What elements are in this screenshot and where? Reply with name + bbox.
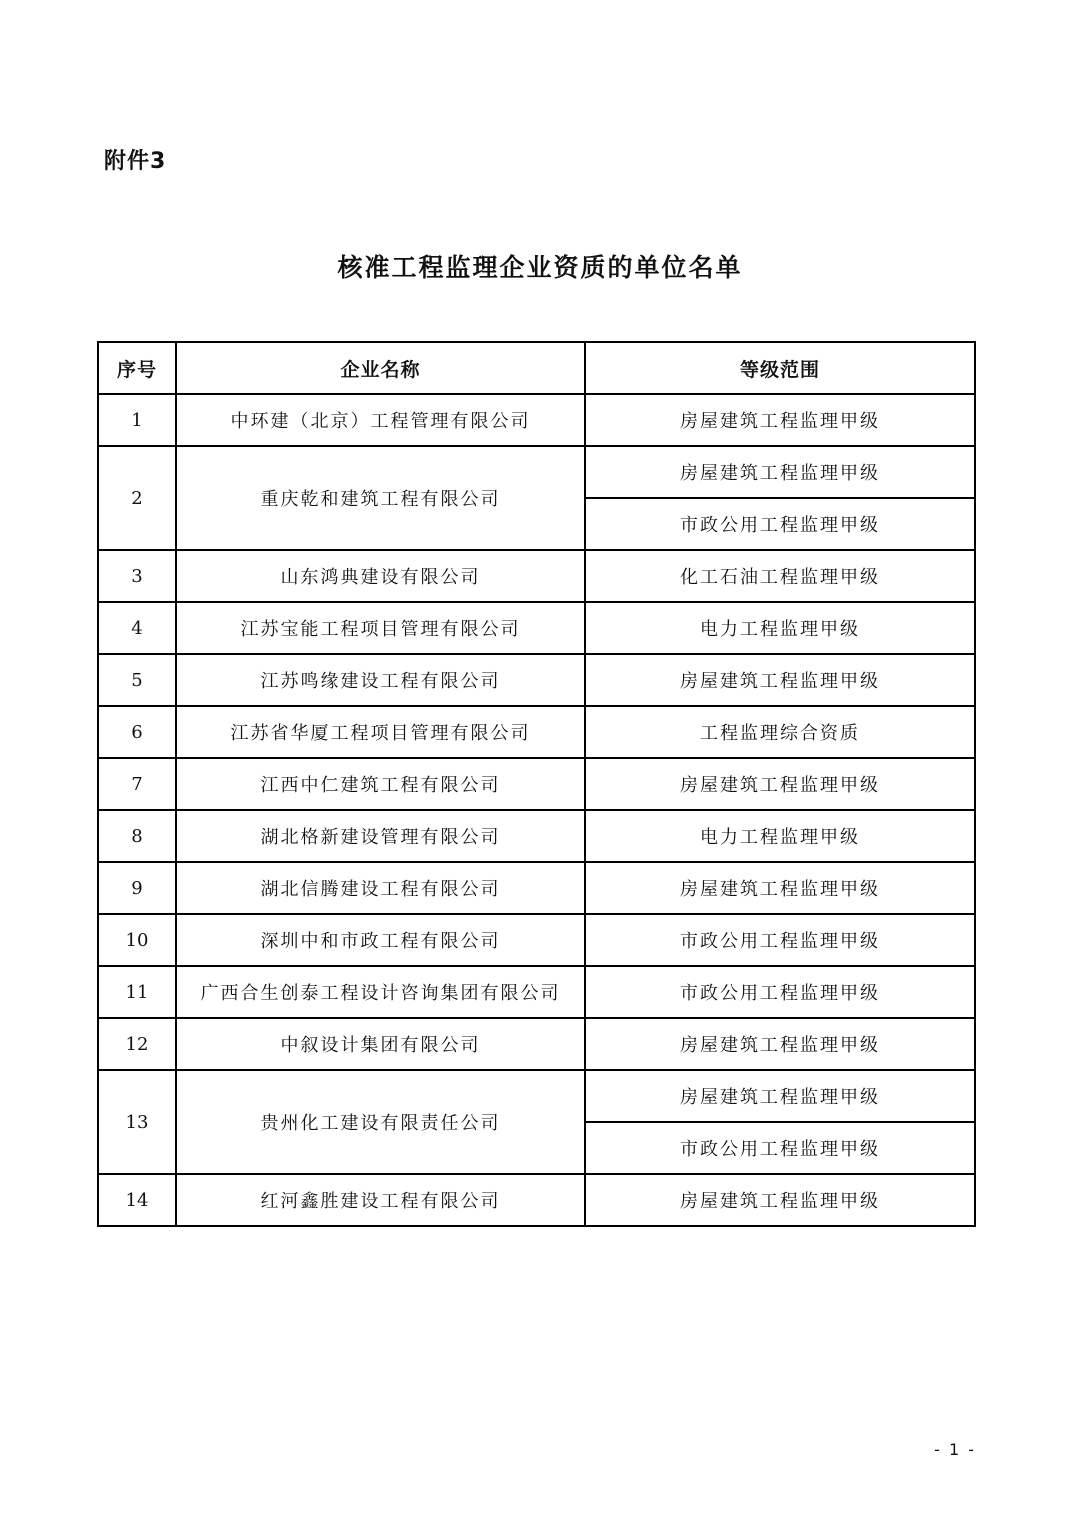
grade-cell: 房屋建筑工程监理甲级 — [585, 1174, 975, 1226]
company-name-cell: 贵州化工建设有限责任公司 — [176, 1070, 585, 1174]
company-name-cell: 江苏鸣缘建设工程有限公司 — [176, 654, 585, 706]
table-row — [98, 810, 975, 862]
table-row — [98, 550, 975, 602]
company-name-cell: 红河鑫胜建设工程有限公司 — [176, 1174, 585, 1226]
table-row — [98, 654, 975, 706]
serial-cell: 7 — [98, 758, 176, 810]
header-company: 企业名称 — [176, 342, 585, 394]
table-row — [98, 602, 975, 654]
company-name-cell: 重庆乾和建筑工程有限公司 — [176, 446, 585, 550]
company-name-cell: 中叙设计集团有限公司 — [176, 1018, 585, 1070]
grade-cell: 房屋建筑工程监理甲级 — [585, 446, 975, 498]
company-name-cell: 深圳中和市政工程有限公司 — [176, 914, 585, 966]
serial-cell: 5 — [98, 654, 176, 706]
header-grade: 等级范围 — [585, 342, 975, 394]
serial-cell: 12 — [98, 1018, 176, 1070]
page-number: - 1 - — [934, 1440, 976, 1459]
company-name-cell: 江苏宝能工程项目管理有限公司 — [176, 602, 585, 654]
table-row — [98, 1174, 975, 1226]
company-name-cell: 江西中仁建筑工程有限公司 — [176, 758, 585, 810]
company-name-cell: 湖北信腾建设工程有限公司 — [176, 862, 585, 914]
serial-cell: 4 — [98, 602, 176, 654]
serial-cell: 14 — [98, 1174, 176, 1226]
grade-cell: 市政公用工程监理甲级 — [585, 498, 975, 550]
table-row — [98, 446, 975, 498]
company-name-cell: 江苏省华厦工程项目管理有限公司 — [176, 706, 585, 758]
serial-cell: 2 — [98, 446, 176, 550]
table-body — [98, 394, 975, 1226]
grade-cell: 房屋建筑工程监理甲级 — [585, 1070, 975, 1122]
company-name-cell: 中环建（北京）工程管理有限公司 — [176, 394, 585, 446]
attachment-label: 附件3 — [104, 149, 167, 174]
grade-cell: 房屋建筑工程监理甲级 — [585, 1018, 975, 1070]
serial-cell: 3 — [98, 550, 176, 602]
serial-cell: 9 — [98, 862, 176, 914]
serial-cell: 8 — [98, 810, 176, 862]
table-row — [98, 1018, 975, 1070]
table-row — [98, 966, 975, 1018]
grade-cell: 市政公用工程监理甲级 — [585, 1122, 975, 1174]
table-row — [98, 1070, 975, 1122]
grade-cell: 市政公用工程监理甲级 — [585, 914, 975, 966]
document-title: 核准工程监理企业资质的单位名单 — [337, 253, 743, 282]
table-row — [98, 758, 975, 810]
serial-cell: 13 — [98, 1070, 176, 1174]
company-table — [97, 341, 976, 1227]
company-name-cell: 广西合生创泰工程设计咨询集团有限公司 — [176, 966, 585, 1018]
grade-cell: 房屋建筑工程监理甲级 — [585, 654, 975, 706]
company-name-cell: 湖北格新建设管理有限公司 — [176, 810, 585, 862]
table-row — [98, 914, 975, 966]
table-row — [98, 706, 975, 758]
grade-cell: 电力工程监理甲级 — [585, 810, 975, 862]
serial-cell: 6 — [98, 706, 176, 758]
grade-cell: 房屋建筑工程监理甲级 — [585, 862, 975, 914]
header-serial: 序号 — [98, 342, 176, 394]
grade-cell: 房屋建筑工程监理甲级 — [585, 394, 975, 446]
table-row — [98, 862, 975, 914]
serial-cell: 10 — [98, 914, 176, 966]
grade-cell: 化工石油工程监理甲级 — [585, 550, 975, 602]
serial-cell: 11 — [98, 966, 176, 1018]
company-name-cell: 山东鸿典建设有限公司 — [176, 550, 585, 602]
grade-cell: 房屋建筑工程监理甲级 — [585, 758, 975, 810]
table-row — [98, 394, 975, 446]
grade-cell: 市政公用工程监理甲级 — [585, 966, 975, 1018]
grade-cell: 电力工程监理甲级 — [585, 602, 975, 654]
table-header-row — [98, 342, 975, 394]
serial-cell: 1 — [98, 394, 176, 446]
grade-cell: 工程监理综合资质 — [585, 706, 975, 758]
